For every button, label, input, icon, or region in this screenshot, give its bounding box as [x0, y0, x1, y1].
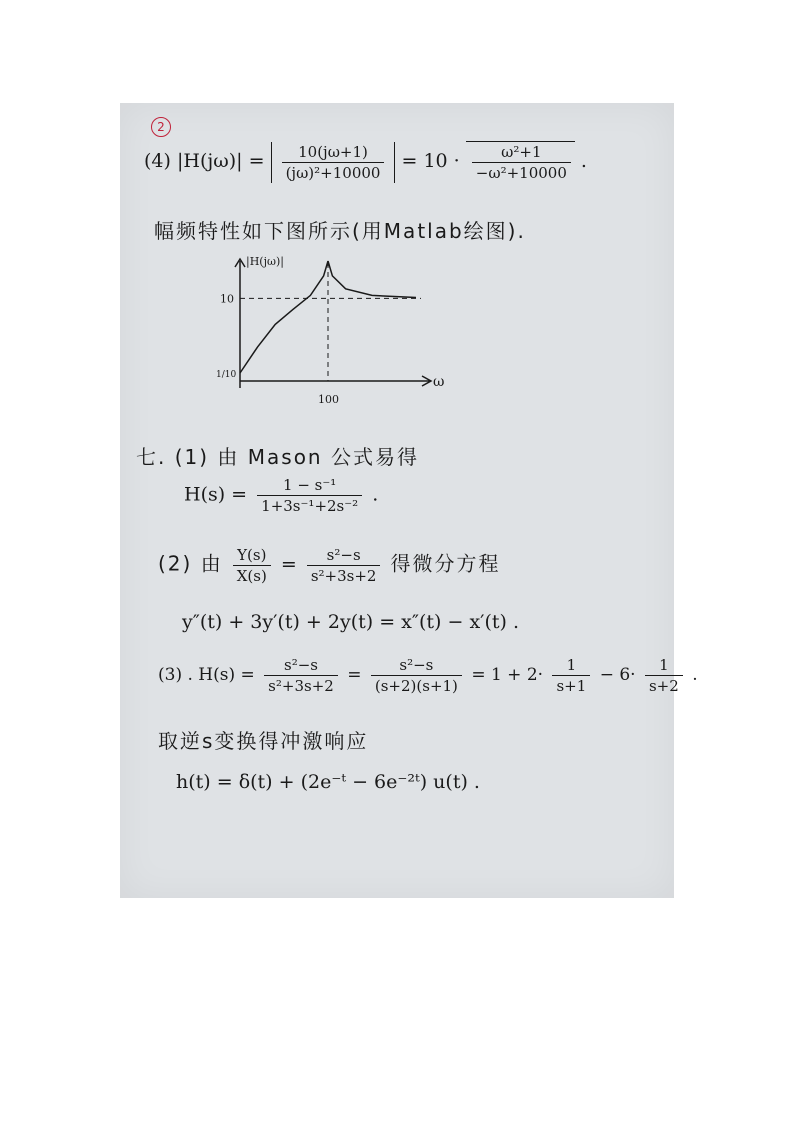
- q2-tail: 得微分方程: [390, 551, 501, 576]
- q3-minus: − 6·: [599, 665, 636, 685]
- q3-f2-denominator: (s+2)(s+1): [374, 677, 458, 695]
- differential-equation: y″(t) + 3y′(t) + 2y(t) = x″(t) − x′(t) .: [182, 611, 520, 633]
- q3-f4-numerator: 1: [645, 655, 683, 676]
- section7-heading: 七. (1) 由 Mason 公式易得: [136, 445, 419, 469]
- denominator: (jω)²+10000: [285, 163, 381, 182]
- item-label: (4): [144, 150, 171, 172]
- sqrt-denominator: −ω²+10000: [475, 164, 567, 182]
- q3-f2-numerator: s²−s: [371, 655, 462, 676]
- h-denominator: 1+3s⁻¹+2s⁻²: [261, 497, 359, 515]
- magnitude-curve-2: [328, 261, 416, 298]
- handwritten-page: [120, 103, 698, 898]
- lhs: |H(jω)| =: [176, 150, 265, 172]
- yx-numerator: Y(s): [233, 545, 271, 566]
- q3-f3-numerator: 1: [552, 655, 590, 676]
- q3-f3-denominator: s+1: [556, 677, 587, 695]
- q3-fraction-4: [645, 655, 683, 696]
- sqrt-fraction: [472, 142, 571, 183]
- magnitude-equation: [144, 141, 587, 183]
- q3-equals-1: =: [347, 665, 362, 685]
- q3-fraction-2: [371, 655, 462, 696]
- partial-fractions: [158, 655, 698, 696]
- h-numerator: 1 − s⁻¹: [257, 475, 362, 496]
- abs-bars: [271, 142, 396, 183]
- sqrt-numerator: ω²+1: [472, 142, 571, 163]
- mason-result: [184, 475, 378, 516]
- impulse-response: h(t) = δ(t) + (2e⁻ᵗ − 6e⁻²ᵗ) u(t) .: [176, 771, 480, 793]
- q3-equals-2: = 1 + 2·: [471, 665, 544, 685]
- mid-equals: = 10 ·: [401, 150, 460, 172]
- transfer-equation: [158, 545, 501, 586]
- q3-fraction-1: [264, 655, 338, 696]
- sqrt: [466, 141, 575, 183]
- trail-dot: .: [580, 150, 587, 172]
- q3-f1-denominator: s²+3s+2: [268, 677, 334, 695]
- inverse-transform-caption: 取逆s变换得冲激响应: [158, 729, 369, 753]
- y-tick-label: 10: [220, 292, 234, 306]
- yx-fraction: [233, 545, 271, 586]
- q2-rhs-fraction: [307, 545, 381, 586]
- q3-label: (3) . H(s) =: [158, 665, 255, 685]
- q3-f4-denominator: s+2: [648, 677, 679, 695]
- y-tick-label: 1/10: [216, 370, 237, 380]
- magnitude-plot: [216, 253, 446, 413]
- circled-marker: 2: [151, 117, 171, 137]
- q3-fraction-3: [552, 655, 590, 696]
- numerator: 10(jω+1): [282, 142, 385, 163]
- q2-equals: =: [280, 553, 297, 576]
- x-tick-label: 100: [318, 393, 339, 406]
- magnitude-curve-1: [240, 261, 328, 373]
- x-axis-label: ω: [433, 374, 445, 390]
- q2-label: (2) 由: [158, 551, 223, 576]
- yx-denominator: X(s): [236, 567, 267, 585]
- y-axis-label: |H(jω)|: [246, 255, 284, 268]
- fraction: [282, 142, 385, 183]
- graph-caption: 幅频特性如下图所示(用Matlab绘图).: [154, 219, 526, 243]
- q3-trail: .: [692, 665, 698, 685]
- q2-rhs-numerator: s²−s: [307, 545, 381, 566]
- q2-rhs-denominator: s²+3s+2: [310, 567, 377, 585]
- h-lhs: H(s) =: [184, 483, 248, 506]
- q3-f1-numerator: s²−s: [264, 655, 338, 676]
- h-fraction: [257, 475, 362, 516]
- h-trail: .: [372, 483, 379, 506]
